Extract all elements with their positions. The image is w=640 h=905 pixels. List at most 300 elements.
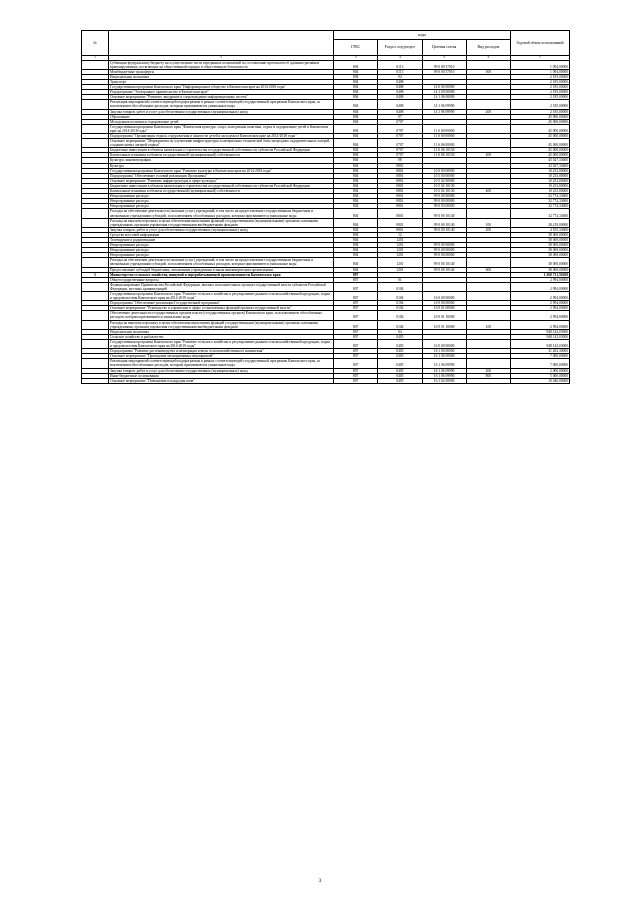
row-amount-cell: 45 000,00000	[511, 153, 570, 158]
table-row	[82, 100, 570, 109]
row-name-cell: Непрограммные расходы	[109, 248, 334, 253]
row-expense-type-cell	[466, 124, 510, 133]
header-article: Целевая статья	[422, 40, 466, 56]
row-section-cell: 0405	[378, 339, 422, 348]
row-article-cell: 10 0 00 00000	[422, 168, 466, 173]
row-article-cell: 10 5 02 10130	[422, 183, 466, 188]
row-grbs-cell: 804	[334, 232, 378, 237]
row-grbs-cell: 807	[334, 320, 378, 329]
header-row-top	[82, 31, 570, 40]
row-grbs-cell: 804	[334, 100, 378, 109]
budget-table	[81, 30, 570, 384]
row-name-cell: Непрограммные расходы	[109, 199, 334, 204]
header-expense-type: Вид расходов	[466, 40, 510, 56]
row-name-cell: Непрограммные расходы	[109, 243, 334, 248]
header-num: №	[82, 31, 109, 56]
row-article-cell: 16 1 06 09990	[422, 359, 466, 368]
row-name-cell: Государственная программа Камчатского края "Информационное общество в Камчатском крае на 2014-2018 годы"	[109, 85, 334, 90]
row-section-cell: 04	[378, 329, 422, 334]
row-name-cell: Иные бюджетные ассигнования	[109, 373, 334, 378]
index-cell: 7	[511, 56, 570, 61]
row-section-cell: 0405	[378, 359, 422, 368]
row-name-cell: Образование	[109, 114, 334, 119]
row-section-cell: 0104	[378, 292, 422, 301]
row-amount-cell: 43 027,33600	[511, 158, 570, 163]
row-amount-cell: 45 000,00000	[511, 114, 570, 119]
row-section-cell: 1201	[378, 237, 422, 242]
row-section-cell: 0707	[378, 148, 422, 153]
row-name-cell: Подпрограмма "Обеспечение реализации Государственной программы"	[109, 301, 334, 306]
row-amount-cell: 38 069,00000	[511, 258, 570, 267]
row-amount-cell: 10 253,00000	[511, 168, 570, 173]
row-section-cell: 08	[378, 158, 422, 163]
row-section-cell: 0104	[378, 320, 422, 329]
row-num-cell: 5	[82, 272, 109, 277]
row-grbs-cell: 804	[334, 258, 378, 267]
row-name-cell: Реализация мероприятий соответствующей подпрограммы в рамках соответствующей государственной программы Камчатского края, за исключением обособленных расходов, которым присваиваются уникальные коды	[109, 100, 334, 109]
row-expense-type-cell: 100	[466, 320, 510, 329]
table-row	[82, 339, 570, 348]
row-section-cell: 0408	[378, 109, 422, 114]
row-name-cell: Функционирование Правительства Российской Федерации, высших исполнительных органов государственной власти субъектов Российской Федерации, местных администраций	[109, 282, 334, 291]
row-name-cell: Основное мероприятие "Проведение мелиоративных мероприятий"	[109, 354, 334, 359]
row-grbs-cell: 807	[334, 301, 378, 306]
row-article-cell: 99 0 00 10140	[422, 209, 466, 218]
row-article-cell: 99 0 00 00000	[422, 253, 466, 258]
row-name-cell: Министерство сельского хозяйства, пищевой и перерабатывающей промышленности Камчатского края	[109, 272, 334, 277]
row-article-cell: 16 9 01 00000	[422, 306, 466, 311]
row-num-cell	[82, 339, 109, 348]
row-num-cell	[82, 311, 109, 320]
row-name-cell: Молодежная политика и оздоровление детей	[109, 119, 334, 124]
row-grbs-cell: 804	[334, 267, 378, 272]
row-grbs-cell: 804	[334, 253, 378, 258]
row-grbs-cell: 807	[334, 359, 378, 368]
row-grbs-cell: 804	[334, 85, 378, 90]
row-article-cell: 99 0 00 00000	[422, 248, 466, 253]
row-section-cell: 0113	[378, 60, 422, 69]
row-name-cell: Государственная программа Камчатского края "Физическая культура, спорт, молодежная политика, отдых и оздоровление детей в Камчатском крае на 2014-2018 годы"	[109, 124, 334, 133]
row-num-cell	[82, 320, 109, 329]
row-article-cell: 16 1 00 00000	[422, 349, 466, 354]
row-section-cell: 0408	[378, 90, 422, 95]
row-name-cell: Предоставление субсидий бюджетным, автономным учреждениям и иным некоммерческим организациям	[109, 267, 334, 272]
row-expense-type-cell	[466, 100, 510, 109]
row-amount-cell: 38 069,00000	[511, 253, 570, 258]
row-grbs-cell: 804	[334, 173, 378, 178]
row-section-cell: 0104	[378, 311, 422, 320]
row-grbs-cell: 804	[334, 194, 378, 199]
header-codes: коды	[334, 31, 511, 40]
row-section-cell: 0104	[378, 282, 422, 291]
row-amount-cell: 2 185,00000	[511, 109, 570, 114]
row-section-cell: 0113	[378, 69, 422, 74]
row-amount-cell: 2 185,00000	[511, 74, 570, 79]
row-amount-cell: 1 094,00000	[511, 69, 570, 74]
row-article-cell	[422, 282, 466, 291]
row-article-cell: 99 0 00 57010	[422, 69, 466, 74]
row-expense-type-cell	[466, 359, 510, 368]
row-name-cell: Культура, кинематография	[109, 158, 334, 163]
row-section-cell: 0408	[378, 85, 422, 90]
row-article-cell: 11 6 06 10130	[422, 153, 466, 158]
row-section-cell: 01	[378, 277, 422, 282]
row-name-cell: Подпрограмма "Развитие растениеводства и мелиорация земель сельскохозяйственного назначения"	[109, 349, 334, 354]
row-section-cell: 0405	[378, 349, 422, 354]
row-amount-cell: 2 185,00000	[511, 100, 570, 109]
index-cell: 4	[378, 56, 422, 61]
row-grbs-cell: 804	[334, 60, 378, 69]
row-article-cell: 11 6 06 00000	[422, 139, 466, 148]
row-article-cell: 14 1 06 00000	[422, 95, 466, 100]
row-grbs-cell: 807	[334, 378, 378, 383]
row-amount-cell: 5 000,00000	[511, 373, 570, 378]
table-row	[82, 124, 570, 133]
row-grbs-cell: 807	[334, 349, 378, 354]
row-amount-cell: 43 027,33600	[511, 163, 570, 168]
row-num-cell	[82, 60, 109, 69]
row-article-cell: 99 0 00 57010	[422, 60, 466, 69]
row-amount-cell: 28 219,00000	[511, 218, 570, 227]
row-amount-cell: 45 000,00000	[511, 139, 570, 148]
row-amount-cell: 45 000,00000	[511, 134, 570, 139]
row-amount-cell: 38 069,00000	[511, 267, 570, 272]
row-section-cell: 0405	[378, 378, 422, 383]
row-name-cell: Субвенции федеральному бюджету на осуществление части переданных полномочий по составлению протоколов об административных правонарушениях, посягающих на общественный порядок и общественную безопасность	[109, 60, 334, 69]
row-num-cell	[82, 209, 109, 218]
row-name-cell: Межбюджетные трансферты	[109, 69, 334, 74]
header-amount: Годовой объем ассигнований	[511, 31, 570, 56]
row-section-cell: 0801	[378, 209, 422, 218]
row-expense-type-cell: 200	[466, 368, 510, 373]
table-row	[82, 378, 570, 383]
table-row	[82, 359, 570, 368]
row-num-cell	[82, 100, 109, 109]
row-num-cell	[82, 139, 109, 148]
row-amount-cell: 38 069,00000	[511, 237, 570, 242]
table-row	[82, 258, 570, 267]
row-amount-cell: 948 142,03000	[511, 339, 570, 348]
row-name-cell: Обеспечение деятельности государственных органов власти (государственных органов) Камчатского края, за исключением обособленных расходов, которым присваиваются уникальные коды	[109, 311, 334, 320]
row-section-cell: 0801	[378, 218, 422, 227]
row-grbs-cell: 807	[334, 368, 378, 373]
row-article-cell: 16 0 00 00000	[422, 339, 466, 348]
row-amount-cell: 4 555,33600	[511, 227, 570, 232]
row-section-cell: 0801	[378, 173, 422, 178]
page-number: 3	[318, 878, 322, 884]
row-article-cell: 14 1 06 09990	[422, 100, 466, 109]
row-expense-type-cell: 400	[466, 189, 510, 194]
row-article-cell: 99 0 00 00000	[422, 243, 466, 248]
row-section-cell: 0707	[378, 134, 422, 139]
budget-document	[81, 30, 570, 384]
row-grbs-cell: 804	[334, 199, 378, 204]
row-article-cell: 16 1 06 00000	[422, 354, 466, 359]
row-grbs-cell: 807	[334, 272, 378, 277]
row-section-cell: 0707	[378, 153, 422, 158]
row-name-cell: Непрограммные расходы	[109, 194, 334, 199]
row-amount-cell: 2 185,00000	[511, 85, 570, 90]
row-amount-cell: 7 000,00000	[511, 359, 570, 368]
row-name-cell: Закупка товаров, работ и услуг для обеспечения государственных (муниципальных) нужд	[109, 109, 334, 114]
row-expense-type-cell	[466, 378, 510, 383]
row-amount-cell: 10 253,00000	[511, 189, 570, 194]
row-article-cell: 11 0 00 00000	[422, 124, 466, 133]
row-grbs-cell: 804	[334, 109, 378, 114]
index-cell: 3	[334, 56, 378, 61]
table-row	[82, 139, 570, 148]
row-name-cell: Бюджетные инвестиции в объекты капитального строительства государственной собственности субъектов Российской Федерации	[109, 148, 334, 153]
table-row	[82, 320, 570, 329]
row-grbs-cell: 804	[334, 119, 378, 124]
row-grbs-cell: 804	[334, 218, 378, 227]
row-name-cell: Национальная экономика	[109, 74, 334, 79]
row-article-cell: 99 0 00 00000	[422, 199, 466, 204]
row-expense-type-cell: 200	[466, 109, 510, 114]
row-num-cell	[82, 218, 109, 227]
row-amount-cell: 45 000,00000	[511, 124, 570, 133]
row-grbs-cell: 804	[334, 90, 378, 95]
row-grbs-cell: 804	[334, 163, 378, 168]
row-section-cell: 0801	[378, 183, 422, 188]
row-name-cell: Государственная программа Камчатского края "Развитие сельского хозяйства и регулирование рынков сельскохозяйственной продукции, сырья и продовольствия Камчатского края на 2014-2018 годы"	[109, 339, 334, 348]
row-grbs-cell: 804	[334, 248, 378, 253]
row-section-cell: 0408	[378, 79, 422, 84]
row-grbs-cell: 804	[334, 79, 378, 84]
row-num-cell	[82, 359, 109, 368]
row-name-cell: Бюджетные инвестиции в объекты капитального строительства государственной собственности субъектов Российской Федерации	[109, 183, 334, 188]
row-section-cell: 1201	[378, 258, 422, 267]
row-num-cell	[82, 292, 109, 301]
row-section-cell: 04	[378, 74, 422, 79]
row-expense-type-cell	[466, 258, 510, 267]
row-grbs-cell: 804	[334, 189, 378, 194]
header-name	[109, 31, 334, 56]
row-grbs-cell: 804	[334, 183, 378, 188]
row-section-cell: 12	[378, 232, 422, 237]
table-row	[82, 282, 570, 291]
row-article-cell: 10 5 00 00000	[422, 173, 466, 178]
row-grbs-cell: 804	[334, 148, 378, 153]
row-grbs-cell: 807	[334, 373, 378, 378]
row-name-cell: Общегосударственные вопросы	[109, 277, 334, 282]
row-article-cell: 16 9 01 10000	[422, 320, 466, 329]
row-grbs-cell: 807	[334, 329, 378, 334]
row-article-cell: 14 1 00 00000	[422, 90, 466, 95]
row-article-cell: 99 0 00 00000	[422, 204, 466, 209]
row-num-cell	[82, 124, 109, 133]
row-grbs-cell: 807	[334, 339, 378, 348]
row-amount-cell: 32 774,33600	[511, 209, 570, 218]
row-expense-type-cell: 600	[466, 267, 510, 272]
row-section-cell: 0408	[378, 100, 422, 109]
row-section-cell: 1201	[378, 243, 422, 248]
row-grbs-cell: 807	[334, 306, 378, 311]
row-section-cell: 0801	[378, 227, 422, 232]
row-grbs-cell: 807	[334, 334, 378, 339]
row-name-cell: Основное мероприятие "Повышение плодородия почв"	[109, 378, 334, 383]
row-expense-type-cell	[466, 139, 510, 148]
row-amount-cell: 2 994,00000	[511, 311, 570, 320]
row-name-cell: Государственная программа Камчатского края "Развитие сельского хозяйства и регулирование рынков сельскохозяйственной продукции, сырья и продовольствия Камчатского края на 2014-2018 годы"	[109, 292, 334, 301]
row-name-cell: Основное мероприятие "Мероприятия по улучшению инфраструктуры и материально-технической базы загородных оздоровительных лагерей, создание новых лагерей отдыха"	[109, 139, 334, 148]
row-name-cell: Основное мероприятие "Руководство и управление в сфере установленных функций органов государственной власти"	[109, 306, 334, 311]
row-article-cell: 16 9 00 00000	[422, 301, 466, 306]
row-grbs-cell: 807	[334, 292, 378, 301]
row-grbs-cell: 807	[334, 354, 378, 359]
row-name-cell: Капитальные вложения в объекты государственной (муниципальной) собственности	[109, 189, 334, 194]
row-grbs-cell: 804	[334, 95, 378, 100]
row-name-cell: Средства массовой информации	[109, 232, 334, 237]
row-article-cell: 16 1 06 09990	[422, 373, 466, 378]
row-amount-cell: 10 253,00000	[511, 183, 570, 188]
header-grbs: ГРБС	[334, 40, 378, 56]
row-expense-type-cell	[466, 60, 510, 69]
row-num-cell	[82, 282, 109, 291]
row-grbs-cell: 804	[334, 237, 378, 242]
row-amount-cell: 2 994,00000	[511, 306, 570, 311]
row-name-cell: Сельское хозяйство и рыболовство	[109, 334, 334, 339]
row-expense-type-cell: 100	[466, 218, 510, 227]
row-name-cell: Расходы на выплаты персоналу в целях обеспечения выполнения функций государственными (муниципальными) органами, казенными учреждениями, органами управления государственными внебюджетными фондами	[109, 218, 334, 227]
row-amount-cell: 7 000,00000	[511, 354, 570, 359]
row-section-cell: 0801	[378, 189, 422, 194]
row-name-cell: Расходы на выплаты персоналу в целях обеспечения выполнения функций государственными (муниципальными) органами, казенными учреждениями, органами управления государственными внебюджетными фондами	[109, 320, 334, 329]
row-amount-cell: 2 185,00000	[511, 95, 570, 100]
row-expense-type-cell	[466, 339, 510, 348]
row-name-cell: Транспорт	[109, 79, 334, 84]
row-amount-cell: 2 000,00000	[511, 368, 570, 373]
row-name-cell: Национальная экономика	[109, 329, 334, 334]
row-expense-type-cell	[466, 209, 510, 218]
row-section-cell: 07	[378, 114, 422, 119]
index-cell: 1	[82, 56, 109, 61]
row-section-cell: 0104	[378, 306, 422, 311]
row-section-cell: 0801	[378, 163, 422, 168]
row-name-cell: Культура	[109, 163, 334, 168]
row-section-cell: 0707	[378, 124, 422, 133]
row-grbs-cell: 804	[334, 124, 378, 133]
row-amount-cell: 38 069,00000	[511, 243, 570, 248]
row-name-cell: Подпрограмма "Обеспечение условий реализации Программы"	[109, 173, 334, 178]
row-article-cell: 99 0 00 10140	[422, 218, 466, 227]
row-section-cell: 0405	[378, 334, 422, 339]
table-row	[82, 60, 570, 69]
row-amount-cell: 32 774,33600	[511, 204, 570, 209]
row-name-cell: Основное мероприятие "Развитие, внедрение и сопровождение информационных систем"	[109, 95, 334, 100]
row-amount-cell: 2 994,00000	[511, 301, 570, 306]
row-grbs-cell: 807	[334, 277, 378, 282]
row-amount-cell: 2 994,00000	[511, 320, 570, 329]
row-article-cell: 10 5 02 00000	[422, 178, 466, 183]
row-section-cell: 0405	[378, 354, 422, 359]
row-grbs-cell: 804	[334, 209, 378, 218]
row-amount-cell: 2 185,00000	[511, 90, 570, 95]
row-amount-cell: 38 069,00000	[511, 232, 570, 237]
row-section-cell: 0801	[378, 194, 422, 199]
row-expense-type-cell: 500	[466, 69, 510, 74]
row-name-cell: Расходы на обеспечение деятельности (оказание услуг) учреждений, в том числе на предоставление государственным бюджетным и автономным учреждениям субсидий, за исключением обособленных расходов, которым присваиваются уникальные коды	[109, 258, 334, 267]
row-section-cell: 0707	[378, 139, 422, 148]
row-grbs-cell: 804	[334, 134, 378, 139]
row-grbs-cell: 804	[334, 178, 378, 183]
row-amount-cell: 32 774,33600	[511, 199, 570, 204]
row-section-cell: 0405	[378, 368, 422, 373]
row-amount-cell: 45 000,00000	[511, 148, 570, 153]
row-section-cell: 0801	[378, 204, 422, 209]
index-cell: 5	[422, 56, 466, 61]
row-amount-cell: 2 994,00000	[511, 277, 570, 282]
row-article-cell: 11 6 00 00000	[422, 134, 466, 139]
row-grbs-cell: 804	[334, 139, 378, 148]
row-grbs-cell: 804	[334, 204, 378, 209]
row-amount-cell: 948 142,03000	[511, 329, 570, 334]
row-expense-type-cell	[466, 311, 510, 320]
row-expense-type-cell	[466, 292, 510, 301]
row-article-cell: 99 0 00 10140	[422, 267, 466, 272]
row-section-cell: 0408	[378, 95, 422, 100]
row-name-cell: Расходы на обеспечение деятельности (оказание услуг) учреждений, в том числе на предоставление государственным бюджетным и автономным учреждениям субсидий, за исключением обособленных расходов, которым присваиваются уникальные коды	[109, 209, 334, 218]
table-row	[82, 209, 570, 218]
row-article-cell: 16 9 01 10000	[422, 311, 466, 320]
row-grbs-cell: 807	[334, 282, 378, 291]
row-amount-cell: 1 094,00000	[511, 60, 570, 69]
row-num-cell	[82, 258, 109, 267]
table-row	[82, 218, 570, 227]
row-amount-cell: 31 263,30000	[511, 349, 570, 354]
row-amount-cell: 2 994,00000	[511, 282, 570, 291]
row-name-cell: Непрограммные расходы	[109, 204, 334, 209]
row-grbs-cell: 804	[334, 168, 378, 173]
row-article-cell: 14 0 00 00000	[422, 85, 466, 90]
row-section-cell: 1201	[378, 248, 422, 253]
row-grbs-cell: 804	[334, 227, 378, 232]
row-amount-cell: 32 774,33600	[511, 194, 570, 199]
row-name-cell: Основное мероприятие "Развитие инфраструктуры в сфере культуры"	[109, 178, 334, 183]
row-num-cell	[82, 378, 109, 383]
row-amount-cell: 10 253,00000	[511, 178, 570, 183]
row-article-cell: 10 5 02 10130	[422, 189, 466, 194]
row-section-cell: 0104	[378, 301, 422, 306]
row-expense-type-cell: 800	[466, 373, 510, 378]
row-amount-cell: 45 000,00000	[511, 119, 570, 124]
row-name-cell: Закупка товаров, работ и услуг для обеспечения государственных (муниципальных) нужд	[109, 368, 334, 373]
row-section-cell: 0707	[378, 119, 422, 124]
row-grbs-cell: 804	[334, 114, 378, 119]
row-name-cell: Подпрограмма "Организация отдыха, оздоровления и занятости детей и молодежи в Камчатском крае на 2014-2018 годы"	[109, 134, 334, 139]
row-grbs-cell: 804	[334, 74, 378, 79]
row-article-cell: 99 0 00 10140	[422, 227, 466, 232]
row-section-cell: 1201	[378, 253, 422, 258]
row-amount-cell: 10 040,00000	[511, 378, 570, 383]
row-article-cell: 11 6 06 10130	[422, 148, 466, 153]
row-grbs-cell: 804	[334, 69, 378, 74]
row-name-cell: Государственная программа Камчатского края "Развитие культуры в Камчатском крае на 2014-2018 годы"	[109, 168, 334, 173]
row-section-cell: 0801	[378, 199, 422, 204]
row-grbs-cell: 807	[334, 311, 378, 320]
row-name-cell: Реализация мероприятий соответствующей подпрограммы в рамках соответствующей государственной программы Камчатского края, за исключением обособленных расходов, которым присваиваются уникальные коды	[109, 359, 334, 368]
row-article-cell: 14 1 06 09990	[422, 109, 466, 114]
row-amount-cell: 1 268 731,50269	[511, 272, 570, 277]
table-row	[82, 292, 570, 301]
row-section-cell: 0801	[378, 168, 422, 173]
table-body	[82, 60, 570, 383]
row-expense-type-cell: 400	[466, 153, 510, 158]
index-cell: 6	[466, 56, 510, 61]
row-grbs-cell: 804	[334, 158, 378, 163]
row-section-cell: 1201	[378, 267, 422, 272]
row-name-cell: Закупка товаров, работ и услуг для обеспечения государственных (муниципальных) нужд	[109, 227, 334, 232]
